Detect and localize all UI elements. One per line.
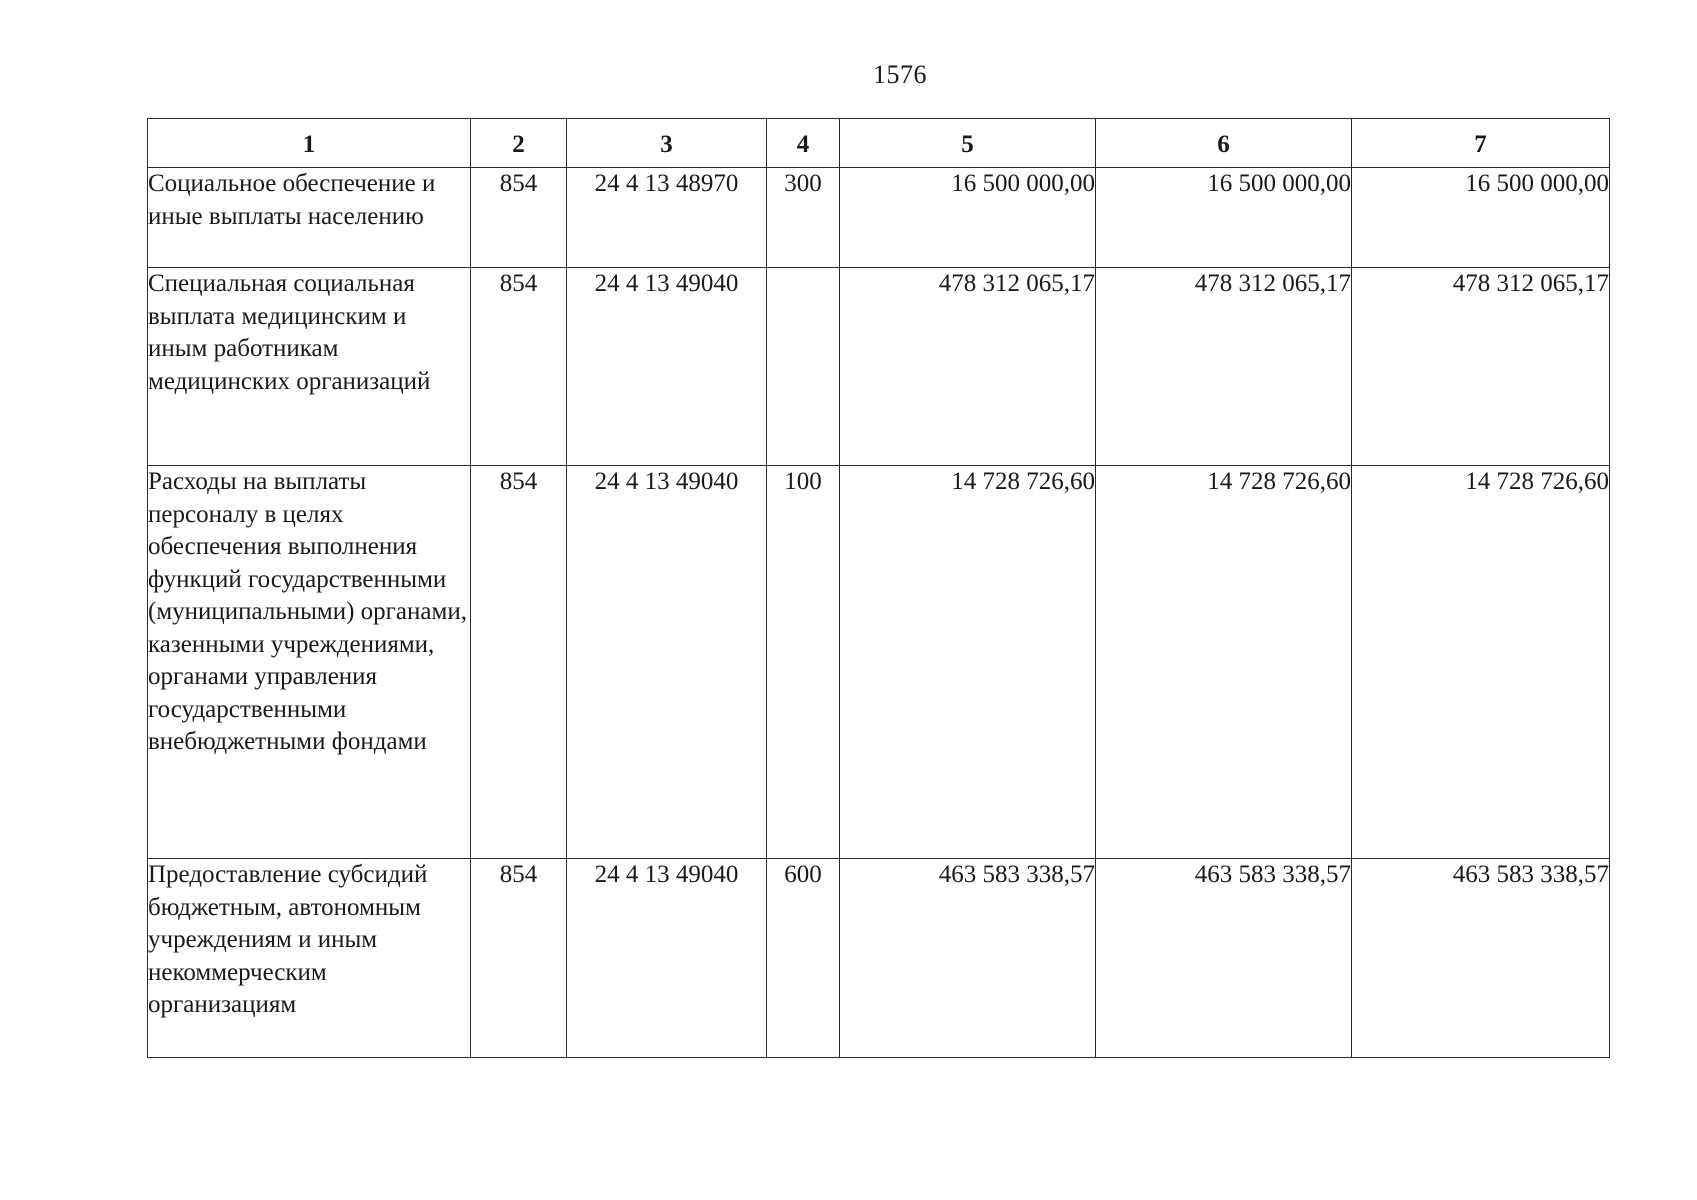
header-col-1: 1 bbox=[148, 119, 471, 168]
header-col-4: 4 bbox=[767, 119, 840, 168]
table-row bbox=[148, 466, 1610, 859]
row-kcsr: 24 4 13 48970 bbox=[567, 168, 767, 268]
page-number: 1576 bbox=[873, 60, 927, 89]
row-code: 854 bbox=[471, 268, 567, 466]
row-amount-1: 463 583 338,57 bbox=[840, 859, 1096, 1058]
row-amount-2: 14 728 726,60 bbox=[1096, 466, 1352, 859]
row-amount-2: 16 500 000,00 bbox=[1096, 168, 1352, 268]
row-amount-1: 16 500 000,00 bbox=[840, 168, 1096, 268]
row-name: Предоставление субсидий бюджетным, автономным учреждениям и иным некоммерческим организациям bbox=[148, 859, 471, 1058]
row-vr: 600 bbox=[767, 859, 840, 1058]
row-amount-3: 16 500 000,00 bbox=[1352, 168, 1610, 268]
budget-table bbox=[147, 118, 1610, 1058]
row-code: 854 bbox=[471, 859, 567, 1058]
table-row bbox=[148, 168, 1610, 268]
row-vr: 300 bbox=[767, 168, 840, 268]
row-amount-2: 463 583 338,57 bbox=[1096, 859, 1352, 1058]
row-amount-3: 478 312 065,17 bbox=[1352, 268, 1610, 466]
header-col-3: 3 bbox=[567, 119, 767, 168]
header-col-7: 7 bbox=[1352, 119, 1610, 168]
row-amount-1: 14 728 726,60 bbox=[840, 466, 1096, 859]
row-code: 854 bbox=[471, 168, 567, 268]
row-amount-1: 478 312 065,17 bbox=[840, 268, 1096, 466]
row-name: Социальное обеспечение и иные выплаты населению bbox=[148, 168, 471, 268]
row-vr: 100 bbox=[767, 466, 840, 859]
table-row bbox=[148, 859, 1610, 1058]
header-col-6: 6 bbox=[1096, 119, 1352, 168]
header-col-5: 5 bbox=[840, 119, 1096, 168]
row-vr bbox=[767, 268, 840, 466]
row-amount-2: 478 312 065,17 bbox=[1096, 268, 1352, 466]
row-amount-3: 463 583 338,57 bbox=[1352, 859, 1610, 1058]
row-name: Специальная социальная выплата медицинским и иным работникам медицинских организаций bbox=[148, 268, 471, 466]
row-amount-3: 14 728 726,60 bbox=[1352, 466, 1610, 859]
header-row bbox=[148, 119, 1610, 168]
table-row bbox=[148, 268, 1610, 466]
row-name: Расходы на выплаты персоналу в целях обеспечения выполнения функций государственными (муниципальными) органами, казенными учреждениями, органами управления государственными внебюджетными фондами bbox=[148, 466, 471, 859]
row-kcsr: 24 4 13 49040 bbox=[567, 268, 767, 466]
row-code: 854 bbox=[471, 466, 567, 859]
row-kcsr: 24 4 13 49040 bbox=[567, 466, 767, 859]
row-kcsr: 24 4 13 49040 bbox=[567, 859, 767, 1058]
header-col-2: 2 bbox=[471, 119, 567, 168]
